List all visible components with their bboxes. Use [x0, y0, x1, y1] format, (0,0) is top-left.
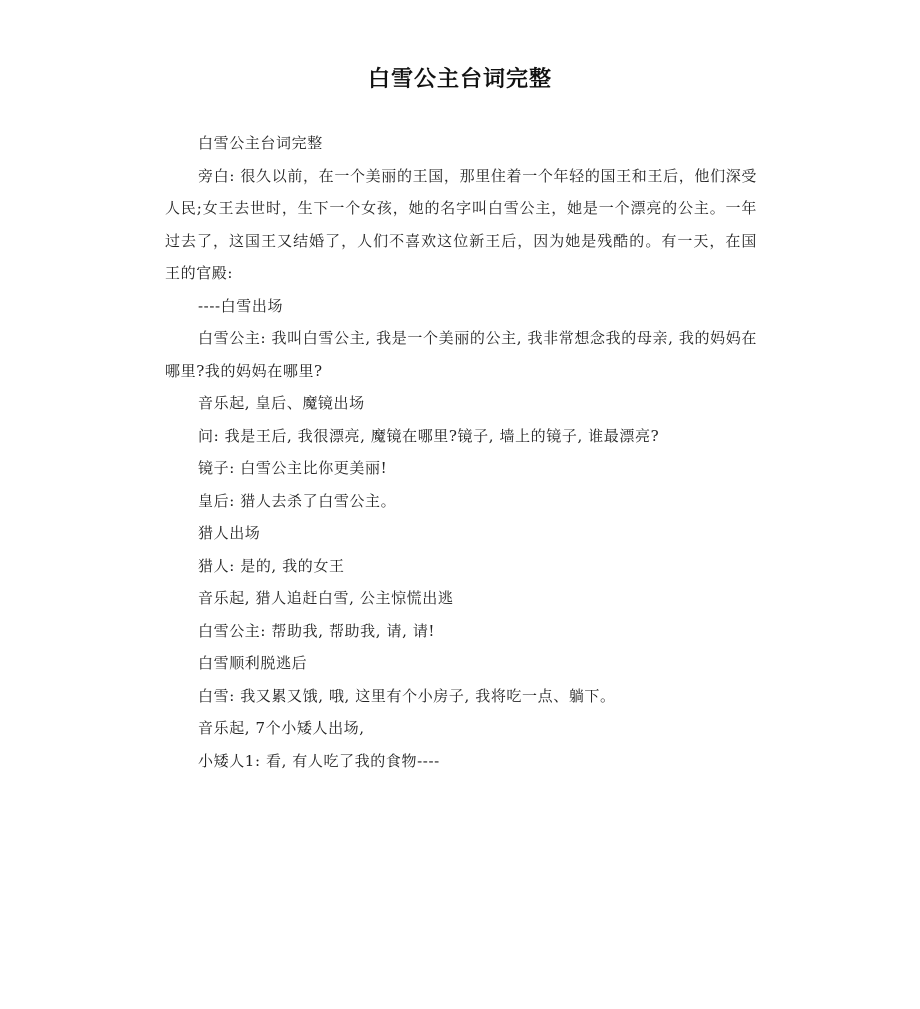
paragraph-subtitle: 白雪公主台词完整: [198, 134, 323, 152]
paragraph-escape: 白雪顺利脱逃后: [198, 654, 308, 672]
paragraph-snow-white-plea: 白雪公主: 帮助我, 帮助我, 请, 请!: [198, 621, 436, 640]
paragraph-hunter-line: 猎人: 是的, 我的女王: [198, 556, 345, 575]
paragraph-snow-white-line: 白雪公主: 我叫白雪公主, 我是一个美丽的公主, 我非常想念我的母亲, 我的妈妈在哪里?我的妈妈在哪里?: [165, 329, 757, 380]
document-title: 白雪公主台词完整: [367, 67, 552, 92]
paragraph-snow-white-tired: 白雪: 我又累又饿, 哦, 这里有个小房子, 我将吃一点、躺下。: [198, 686, 616, 705]
paragraph-dwarfs-enter: 音乐起, 7个小矮人出场,: [198, 719, 365, 737]
paragraph-queen-mirror-enter: 音乐起, 皇后、魔镜出场: [198, 394, 365, 412]
paragraph-queen-question: 问: 我是王后, 我很漂亮, 魔镜在哪里?镜子, 墙上的镜子, 谁最漂亮?: [198, 426, 660, 445]
paragraph-snow-white-enters: ----白雪出场: [198, 296, 284, 315]
paragraph-hunter-enters: 猎人出场: [198, 524, 261, 542]
document-body: [165, 127, 757, 777]
paragraph-mirror-answer: 镜子: 白雪公主比你更美丽!: [198, 459, 388, 477]
paragraph-queen-order: 皇后: 猎人去杀了白雪公主。: [198, 491, 397, 510]
paragraph-dwarf-line: 小矮人1: 看, 有人吃了我的食物----: [198, 751, 440, 770]
paragraph-narration: 旁白: 很久以前，在一个美丽的王国，那里住着一个年轻的国王和王后，他们深受人民;女王去世时，生下一个女孩，她的名字叫白雪公主，她是一个漂亮的公主。一年过去了，这国王又结婚了，人们不喜欢这位新王后，因为她是残酷的。有一天，在国王的官殿:: [165, 166, 757, 282]
paragraph-chase: 音乐起, 猎人追赶白雪, 公主惊慌出逃: [198, 589, 454, 607]
